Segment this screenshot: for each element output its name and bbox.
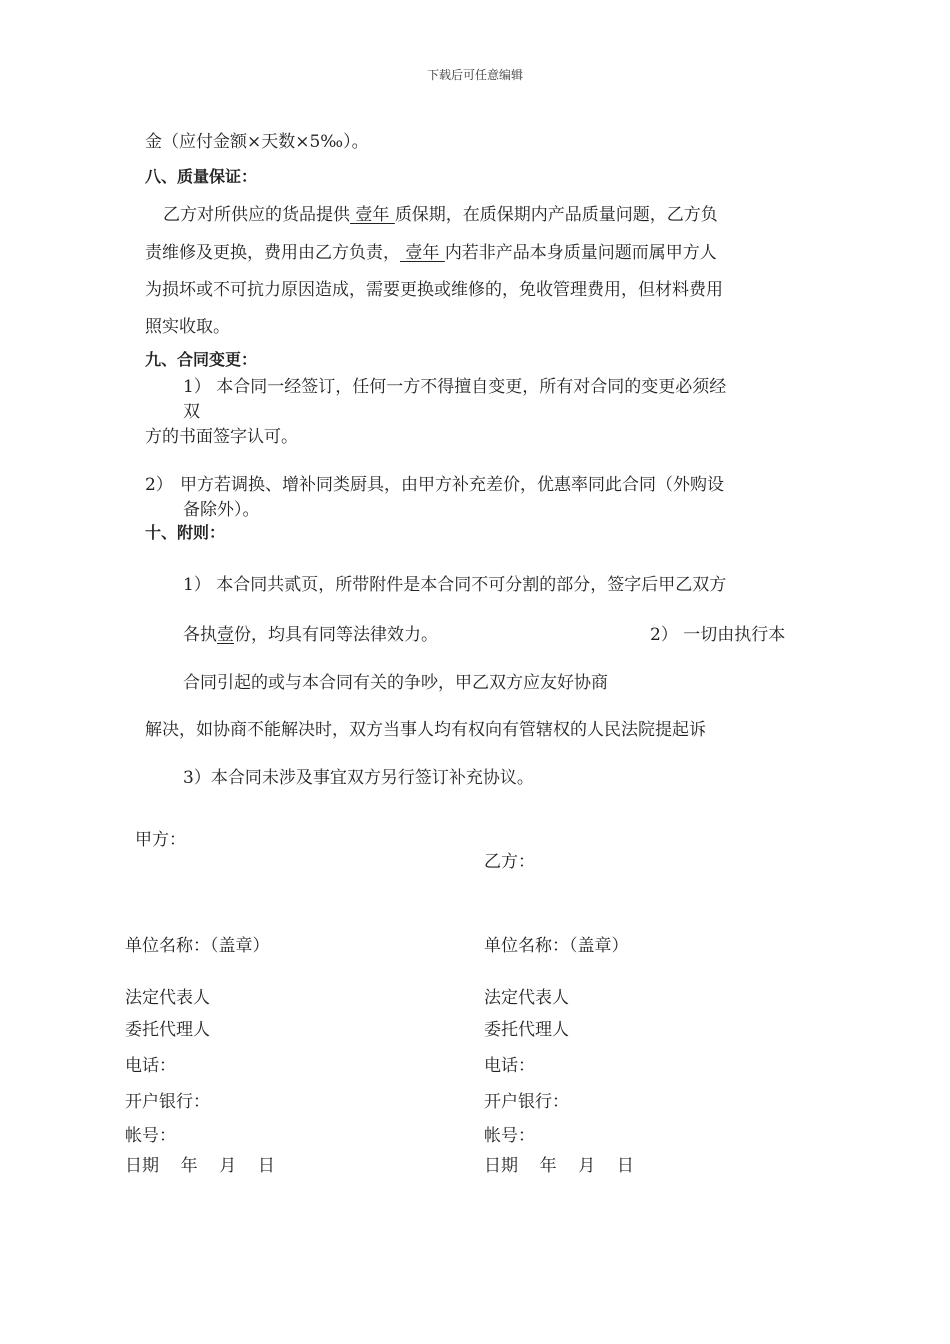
section8-heading: 八、质量保证： xyxy=(145,167,258,186)
section10-item1-line2 xyxy=(183,620,438,645)
section10-item2-line3: 解决，如协商不能解决时，双方当事人均有权向有管辖权的人民法院提起诉 xyxy=(145,720,706,740)
section8-line2-a: 责维修及更换，费用由乙方负责， xyxy=(145,243,400,263)
party-b-phone: 电话： xyxy=(484,1056,535,1076)
section8-line2-b: 内若非产品本身质量问题而属甲方人 xyxy=(444,243,717,263)
section10-item2-line1: 2） 一切由执行本 xyxy=(650,625,786,645)
section9-item1-line2: 双 xyxy=(183,402,200,422)
party-b-rep: 法定代表人 xyxy=(484,988,569,1008)
party-a-phone: 电话： xyxy=(125,1056,176,1076)
party-b-label: 乙方： xyxy=(484,852,535,872)
party-a-unit: 单位名称：（盖章） xyxy=(125,936,270,956)
section8-line4: 照实收取。 xyxy=(145,317,230,337)
section9-item2-num: 2） xyxy=(145,475,173,495)
section8-line2 xyxy=(145,238,717,263)
section9-heading: 九、合同变更： xyxy=(145,350,258,369)
party-b-agent: 委托代理人 xyxy=(484,1020,569,1040)
party-a-bank: 开户银行： xyxy=(125,1092,210,1112)
section8-line1-b: 质保期，在质保期内产品质量问题，乙方负 xyxy=(394,205,718,225)
warranty-period-2: 壹年 xyxy=(400,243,445,263)
section9-item2-line2: 备除外）。 xyxy=(183,500,260,520)
warranty-period-1: 壹年 xyxy=(350,205,395,225)
party-a-label: 甲方： xyxy=(135,830,186,850)
section10-heading: 十、附则： xyxy=(145,523,226,542)
section10-item1-line2-b: 份，均具有同等法律效力。 xyxy=(234,625,438,645)
section8-line1 xyxy=(163,200,718,225)
party-a-date: 日期 年 月 日 xyxy=(125,1156,275,1176)
party-a-agent: 委托代理人 xyxy=(125,1020,210,1040)
section8-line1-a: 乙方对所供应的货品提供 xyxy=(163,205,350,225)
page-header-note: 下载后可任意编辑 xyxy=(426,68,523,82)
penalty-line: 金（应付金额×天数×5‰）。 xyxy=(145,132,369,152)
party-a-account: 帐号： xyxy=(125,1126,176,1146)
section10-item1-line1: 1） 本合同共贰页，所带附件是本合同不可分割的部分，签字后甲乙双方 xyxy=(183,575,727,595)
party-b-account: 帐号： xyxy=(484,1126,535,1146)
party-b-unit: 单位名称：（盖章） xyxy=(484,936,629,956)
party-b-date: 日期 年 月 日 xyxy=(484,1156,634,1176)
section10-item2-line2: 合同引起的或与本合同有关的争吵，甲乙双方应友好协商 xyxy=(183,673,608,693)
section10-item3: 3）本合同未涉及事宜双方另行签订补充协议。 xyxy=(183,768,534,788)
section10-item1-line2-a: 各执 xyxy=(183,625,217,645)
copies-count: 壹 xyxy=(217,625,234,645)
section9-item1-line3: 方的书面签字认可。 xyxy=(145,427,298,447)
section9-item2-line1: 甲方若调换、增补同类厨具，由甲方补充差价，优惠率同此合同（外购设 xyxy=(180,475,724,495)
section9-item1-line1: 1） 本合同一经签订，任何一方不得擅自变更，所有对合同的变更必须经 xyxy=(183,377,727,397)
party-a-rep: 法定代表人 xyxy=(125,988,210,1008)
party-b-bank: 开户银行： xyxy=(484,1092,569,1112)
section8-line3: 为损坏或不可抗力原因造成，需要更换或维修的，免收管理费用，但材料费用 xyxy=(145,280,723,300)
